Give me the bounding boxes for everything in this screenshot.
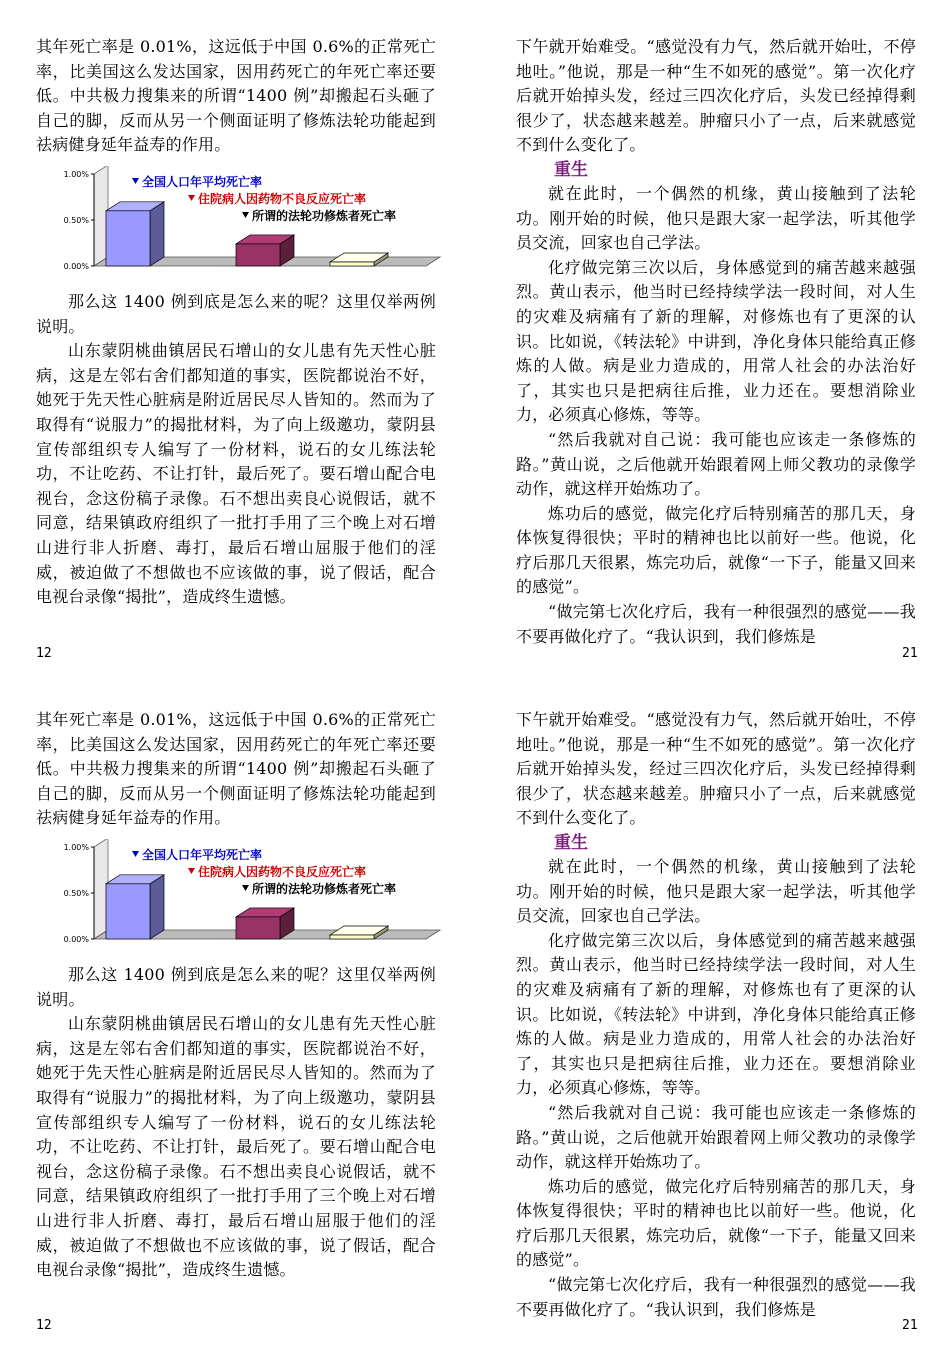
paragraph: 下午就开始难受。“感觉没有力气，然后就开始吐，不停地吐。”他说，那是一种“生不如死的感觉”。第一次化疗后就开始掉头发，经过三四次化疗后，头发已经掉得剩很少了，状态越来越差。肿瘤只小了一点，后来就感觉不到什么变化了。 <box>516 710 916 828</box>
paragraph: “然后我就对自己说：我可能也应该走一条修炼的路。”黄山说，之后他就开始跟着网上师父教功的录像学动作，就这样开始炼功了。 <box>516 429 916 499</box>
legend-marker-icon <box>132 851 139 857</box>
legend-label: 所谓的法轮功修炼者死亡率 <box>252 881 397 896</box>
legend-marker-icon <box>242 885 249 891</box>
paragraph: 其年死亡率是 0.01%，这远低于中国 0.6%的正常死亡率，比美国这么发达国家，因用药死亡的年死亡率还要低。中共极力搜集来的所谓“1400 例”却搬起石头砸了自己的脚，反而从另一个侧面证明了修炼法轮功能起到祛病健身延年益寿的作用。 <box>36 37 436 155</box>
bar-front <box>330 262 374 266</box>
page-number: 12 <box>36 646 52 661</box>
bar <box>106 875 164 939</box>
legend-label: 全国人口年平均死亡率 <box>142 174 263 189</box>
bar-front <box>236 917 280 939</box>
paragraph: 那么这 1400 例到底是怎么来的呢？这里仅举两例说明。 <box>36 964 436 1009</box>
bar <box>106 202 164 266</box>
paragraph: 就在此时，一个偶然的机缘，黄山接触到了法轮功。刚开始的时候，他只是跟大家一起学法，听其他学员交流，回家也自己学法。 <box>516 856 916 926</box>
paragraph: 炼功后的感觉，做完化疗后特别痛苦的那几天，身体恢复得很快；平时的精神也比以前好一些。他说，化疗后那几天很累，炼完功后，就像“一下子，能量又回来的感觉”。 <box>516 503 916 597</box>
page-number: 12 <box>36 1318 52 1333</box>
legend-marker-icon <box>188 868 195 874</box>
left-page-top <box>36 35 436 610</box>
right-page-bottom <box>516 708 916 1322</box>
legend-label: 全国人口年平均死亡率 <box>142 847 263 862</box>
bar-front <box>236 244 280 266</box>
paragraph: “然后我就对自己说：我可能也应该走一条修炼的路。”黄山说，之后他就开始跟着网上师父教功的录像学动作，就这样开始炼功了。 <box>516 1102 916 1172</box>
paragraph: 就在此时，一个偶然的机缘，黄山接触到了法轮功。刚开始的时候，他只是跟大家一起学法，听其他学员交流，回家也自己学法。 <box>516 183 916 253</box>
section-heading: 重生 <box>554 832 588 853</box>
paragraph: 炼功后的感觉，做完化疗后特别痛苦的那几天，身体恢复得很快；平时的精神也比以前好一些。他说，化疗后那几天很累，炼完功后，就像“一下子，能量又回来的感觉”。 <box>516 1176 916 1270</box>
legend-label: 住院病人因药物不良反应死亡率 <box>198 864 367 879</box>
paragraph: 化疗做完第三次以后，身体感觉到的痛苦越来越强烈。黄山表示，他当时已经持续学法一段时间，对人生的灾难及病痛有了新的理解，对修炼也有了更深的认识。比如说，《转法轮》中讲到，净化身体只能给真正修炼的人做。病是业力造成的，用常人社会的办法治好了，其实也只是把病往后推，业力还在。要想消除业力，必须真心修炼，等等。 <box>516 257 916 425</box>
section-heading: 重生 <box>554 159 588 180</box>
mortality-bar-chart <box>46 166 446 276</box>
bar-side <box>150 875 164 939</box>
bar <box>236 235 294 266</box>
legend-label: 所谓的法轮功修炼者死亡率 <box>252 208 397 223</box>
legend-marker-icon <box>242 212 249 218</box>
paragraph: “做完第七次化疗后，我有一种很强烈的感觉——我不要再做化疗了。“我认识到，我们修炼是 <box>516 1275 916 1319</box>
page-number: 21 <box>902 646 918 661</box>
legend-marker-icon <box>188 195 195 201</box>
mortality-bar-chart <box>46 839 446 949</box>
legend-marker-icon <box>132 178 139 184</box>
legend-label: 住院病人因药物不良反应死亡率 <box>198 191 367 206</box>
y-tick-label: 0.00% <box>63 261 89 271</box>
bar-front <box>106 211 150 266</box>
bar-side <box>150 202 164 266</box>
y-tick-label: 0.00% <box>63 934 89 944</box>
y-tick-label: 1.00% <box>63 842 89 852</box>
paragraph: 山东蒙阴桃曲镇居民石增山的女儿患有先天性心脏病，这是左邻右舍们都知道的事实，医院都说治不好，她死于先天性心脏病是附近居民尽人皆知的。然而为了取得有“说服力”的揭批材料，为了向上级邀功，蒙阴县宣传部组织专人编写了一份材料，说石的女儿练法轮功，不让吃药、不让打针，最后死了。要石增山配合电视台，念这份稿子录像。石不想出卖良心说假话，就不同意，结果镇政府组织了一批打手用了三个晚上对石增山进行非人折磨、毒打，最后石增山屈服于他们的淫威，被迫做了不想做也不应该做的事，说了假话，配合电视台录像“揭批”，造成终生遗憾。 <box>36 1014 436 1280</box>
paragraph: 下午就开始难受。“感觉没有力气，然后就开始吐，不停地吐。”他说，那是一种“生不如死的感觉”。第一次化疗后就开始掉头发，经过三四次化疗后，头发已经掉得剩很少了，状态越来越差。肿瘤只小了一点，后来就感觉不到什么变化了。 <box>516 37 916 155</box>
paragraph: 那么这 1400 例到底是怎么来的呢？这里仅举两例说明。 <box>36 291 436 336</box>
bar <box>236 908 294 939</box>
y-tick-label: 0.50% <box>63 888 89 898</box>
bar-front <box>106 884 150 939</box>
bar-front <box>330 935 374 939</box>
paragraph: “做完第七次化疗后，我有一种很强烈的感觉——我不要再做化疗了。“我认识到，我们修炼是 <box>516 602 916 646</box>
left-page-bottom <box>36 708 436 1283</box>
page-number: 21 <box>902 1318 918 1333</box>
y-tick-label: 1.00% <box>63 169 89 179</box>
right-page-top <box>516 35 916 649</box>
y-tick-label: 0.50% <box>63 215 89 225</box>
paragraph: 化疗做完第三次以后，身体感觉到的痛苦越来越强烈。黄山表示，他当时已经持续学法一段时间，对人生的灾难及病痛有了新的理解，对修炼也有了更深的认识。比如说，《转法轮》中讲到，净化身体只能给真正修炼的人做。病是业力造成的，用常人社会的办法治好了，其实也只是把病往后推，业力还在。要想消除业力，必须真心修炼，等等。 <box>516 930 916 1098</box>
paragraph: 山东蒙阴桃曲镇居民石增山的女儿患有先天性心脏病，这是左邻右舍们都知道的事实，医院都说治不好，她死于先天性心脏病是附近居民尽人皆知的。然而为了取得有“说服力”的揭批材料，为了向上级邀功，蒙阴县宣传部组织专人编写了一份材料，说石的女儿练法轮功，不让吃药、不让打针，最后死了。要石增山配合电视台，念这份稿子录像。石不想出卖良心说假话，就不同意，结果镇政府组织了一批打手用了三个晚上对石增山进行非人折磨、毒打，最后石增山屈服于他们的淫威，被迫做了不想做也不应该做的事，说了假话，配合电视台录像“揭批”，造成终生遗憾。 <box>36 341 436 607</box>
paragraph: 其年死亡率是 0.01%，这远低于中国 0.6%的正常死亡率，比美国这么发达国家，因用药死亡的年死亡率还要低。中共极力搜集来的所谓“1400 例”却搬起石头砸了自己的脚，反而从另一个侧面证明了修炼法轮功能起到祛病健身延年益寿的作用。 <box>36 710 436 828</box>
